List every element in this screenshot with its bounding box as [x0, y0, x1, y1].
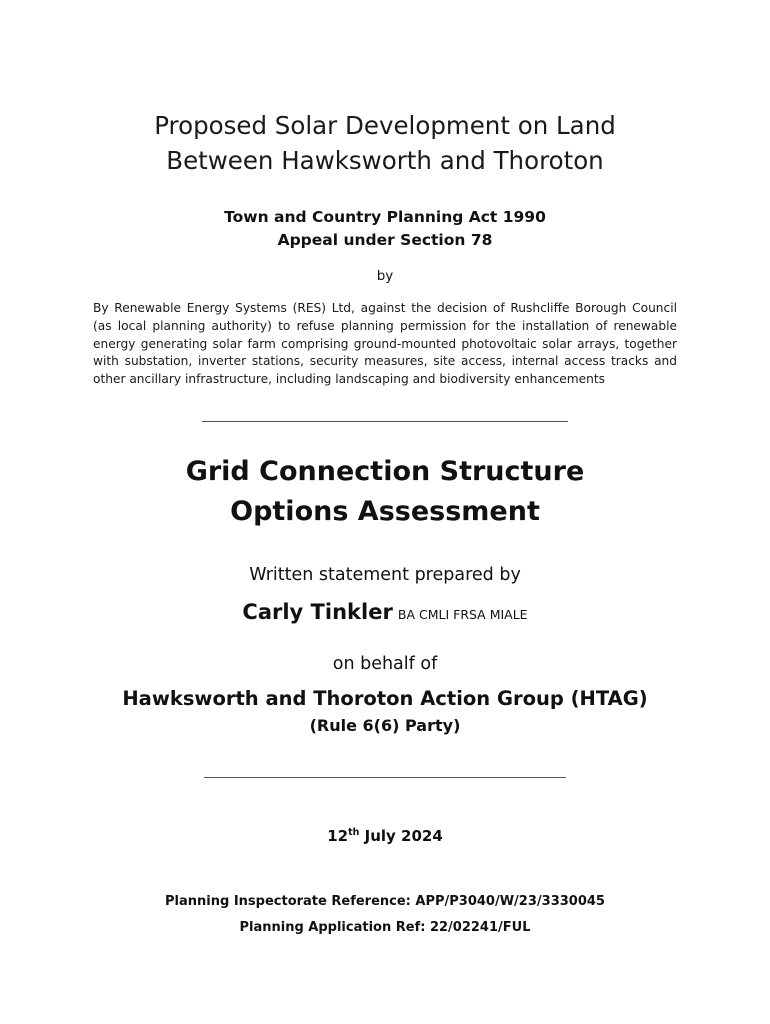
date-day: 12 — [327, 827, 349, 845]
title-line-1: Proposed Solar Development on Land — [154, 111, 616, 140]
document-date — [0, 824, 770, 848]
author-name: Carly Tinkler — [242, 600, 393, 624]
author — [0, 597, 770, 630]
appeal-heading — [0, 206, 770, 252]
author-qualifications: BA CMLI FRSA MIALE — [397, 607, 528, 622]
document-title — [0, 452, 770, 532]
appeal-section: Appeal under Section 78 — [277, 231, 493, 249]
application-reference: Planning Application Ref: 22/02241/FUL — [239, 920, 531, 935]
client-group: Hawksworth and Thoroton Action Group (HTAG) — [122, 687, 648, 710]
document-title-line-1: Grid Connection Structure — [185, 456, 585, 487]
date-suffix: th — [348, 827, 360, 838]
act-name: Town and Country Planning Act 1990 — [224, 208, 546, 226]
prepared-by-label: Written statement prepared by — [249, 565, 521, 585]
inspectorate-reference: Planning Inspectorate Reference: APP/P3040/W/23/3330045 — [165, 894, 605, 909]
divider-top — [202, 421, 568, 422]
document-title-line-2: Options Assessment — [230, 496, 540, 527]
title-line-2: Between Hawksworth and Thoroton — [166, 146, 604, 175]
party-status: (Rule 6(6) Party) — [309, 716, 461, 735]
on-behalf-label: on behalf of — [332, 654, 438, 674]
date-month-year: July 2024 — [364, 827, 443, 845]
references — [0, 889, 770, 941]
divider-bottom — [204, 777, 566, 778]
by-label: by — [376, 268, 394, 284]
page-title — [0, 108, 770, 178]
appeal-description: By Renewable Energy Systems (RES) Ltd, against the decision of Rushcliffe Borough Council (as local planning authority) to refuse planning permission for the installation of renewable energy generating solar farm comprising ground-mounted photovoltaic solar arrays, together with substation, inverter stations, security measures, site access, internal access tracks and other ancillary infrastructure, including landscaping and biodiversity enhancements — [93, 301, 677, 387]
